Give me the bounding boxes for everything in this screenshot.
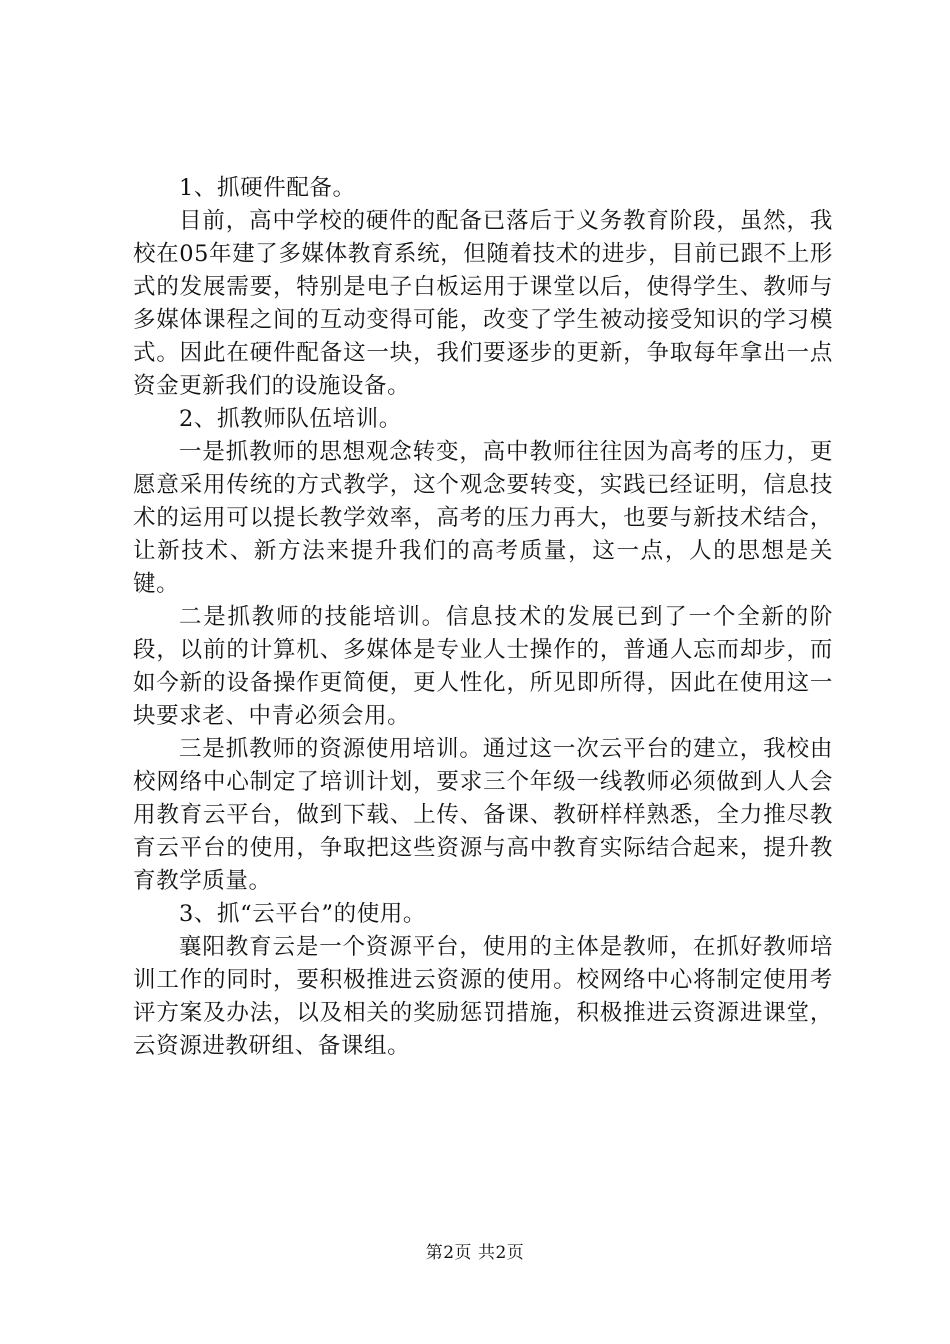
page-number-footer: 第2页 共2页: [425, 1243, 525, 1263]
section-heading-teacher-training: 2、抓教师队伍培训。: [179, 406, 402, 432]
paragraph-mindset: 一是抓教师的思想观念转变，高中教师往往因为高考的压力，更愿意采用传统的方式教学，这个观念要转变，实践已经证明，信息技术的运用可以提长教学效率，高考的压力再大，也要与新技术结合，让新技术、新方法来提升我们的高考质量，这一点，人的思想是关键。: [133, 439, 833, 597]
section-heading-cloud-platform: 3、抓“云平台”的使用。: [179, 901, 427, 927]
paragraph-skills: 二是抓教师的技能培训。信息技术的发展已到了一个全新的阶段，以前的计算机、多媒体是专业人士操作的，普通人忘而却步，而如今新的设备操作更简便，更人性化，所见即所得，因此在使用这一块要求老、中青必须会用。: [133, 604, 833, 729]
section-heading-hardware: 1、抓硬件配备。: [179, 175, 356, 201]
paragraph-hardware: 目前，高中学校的硬件的配备已落后于义务教育阶段，虽然，我校在05年建了多媒体教育系统，但随着技术的进步，目前已跟不上形式的发展需要，特别是电子白板运用于课堂以后，使得学生、教师与多媒体课程之间的互动变得可能，改变了学生被动接受知识的学习模式。因此在硬件配备这一块，我们要逐步的更新，争取每年拿出一点资金更新我们的设施设备。: [133, 208, 833, 399]
document-body: [133, 172, 833, 1063]
paragraph-resources: 三是抓教师的资源使用培训。通过这一次云平台的建立，我校由校网络中心制定了培训计划，要求三个年级一线教师必须做到人人会用教育云平台，做到下载、上传、备课、教研样样熟悉，全力推尽教育云平台的使用，争取把这些资源与高中教育实际结合起来，提升教育教学质量。: [133, 736, 833, 894]
paragraph-cloud-platform: 襄阳教育云是一个资源平台，使用的主体是教师，在抓好教师培训工作的同时，要积极推进云资源的使用。校网络中心将制定使用考评方案及办法，以及相关的奖励惩罚措施，积极推进云资源进课堂，云资源进教研组、备课组。: [133, 934, 833, 1059]
